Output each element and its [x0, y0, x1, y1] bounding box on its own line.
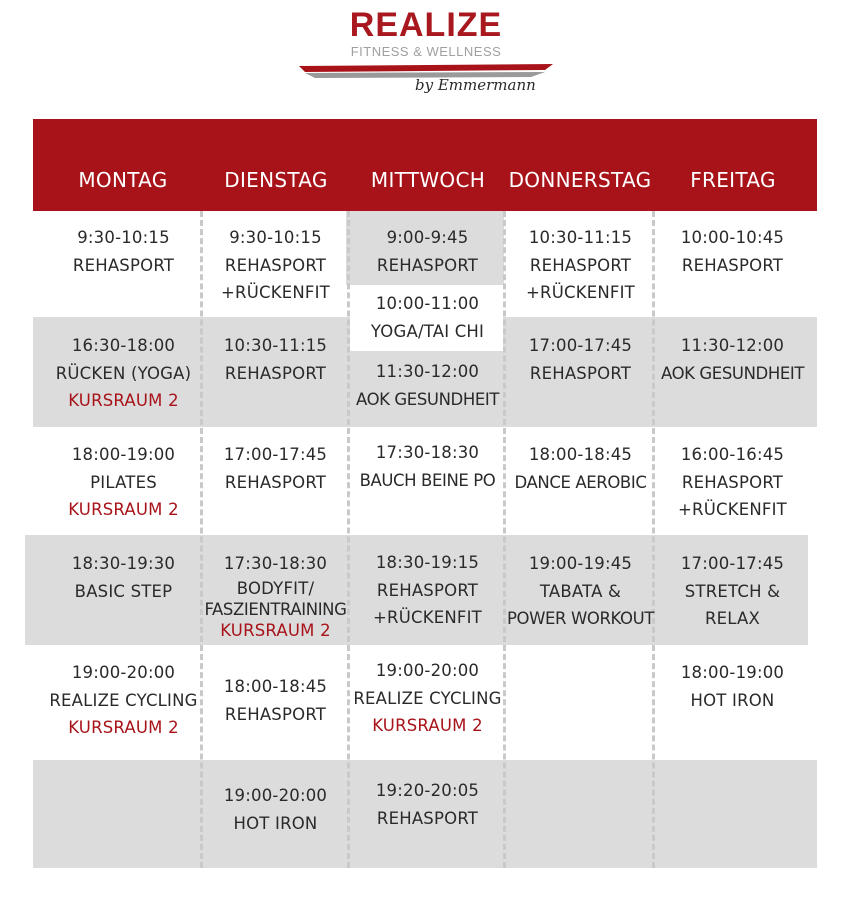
- class-entry: [199, 332, 352, 387]
- class-name: REALIZE CYCLING: [49, 690, 198, 710]
- class-entry: [351, 549, 504, 632]
- class-name: TABATA &: [539, 581, 622, 601]
- class-room: KURSRAUM 2: [68, 391, 179, 410]
- class-name-extra: POWER WORKOUT: [506, 609, 654, 628]
- class-entry: [656, 441, 809, 524]
- class-entry: [351, 358, 504, 413]
- class-name-extra: +RÜCKENFIT: [678, 500, 787, 519]
- day-header-dienstag: DIENSTAG: [224, 168, 328, 192]
- class-name-extra: +RÜCKENFIT: [221, 283, 330, 302]
- column-divider: [347, 211, 350, 868]
- class-time: 19:00-20:00: [71, 663, 176, 682]
- class-entry: [656, 550, 809, 633]
- class-time: 18:30-19:30: [71, 554, 176, 573]
- class-time: 18:00-19:00: [680, 663, 785, 682]
- class-entry: [47, 441, 200, 524]
- class-name: AOK GESUNDHEIT: [660, 363, 805, 383]
- class-name: BAUCH BEINE PO: [359, 470, 496, 490]
- class-name: REHASPORT: [72, 255, 175, 275]
- class-room: KURSRAUM 2: [68, 718, 179, 737]
- class-time: 19:20-20:05: [375, 781, 480, 800]
- day-header-donnerstag: DONNERSTAG: [508, 168, 652, 192]
- class-time: 18:00-18:45: [223, 677, 328, 696]
- class-name: REHASPORT: [224, 255, 327, 275]
- logo-subtitle: FITNESS & WELLNESS: [350, 44, 502, 59]
- class-time: 17:30-18:30: [375, 443, 480, 462]
- class-entry: [504, 332, 657, 387]
- class-name: PILATES: [90, 472, 157, 492]
- class-entry: [504, 550, 657, 633]
- logo-byline: by Emmermann: [415, 76, 536, 94]
- class-time: 17:00-17:45: [680, 554, 785, 573]
- class-name: BODYFIT/: [236, 579, 315, 598]
- column-divider: [200, 211, 203, 868]
- class-name: STRETCH &: [684, 581, 781, 601]
- class-time: 11:30-12:00: [680, 336, 785, 355]
- class-time: 10:00-11:00: [375, 294, 480, 313]
- class-name: REHASPORT: [681, 472, 784, 492]
- class-time: 19:00-20:00: [375, 661, 480, 680]
- logo-title: REALIZE: [349, 6, 503, 44]
- class-name: BASIC STEP: [74, 581, 173, 601]
- class-room: KURSRAUM 2: [68, 500, 179, 519]
- class-entry: [47, 659, 200, 742]
- class-name: REHASPORT: [224, 704, 327, 724]
- class-name: REHASPORT: [224, 363, 327, 383]
- class-time: 16:00-16:45: [680, 445, 785, 464]
- class-time: 9:30-10:15: [229, 228, 322, 247]
- class-time: 11:30-12:00: [375, 362, 480, 381]
- day-header-freitag: FREITAG: [690, 168, 776, 192]
- class-entry: [351, 777, 504, 832]
- day-header-montag: MONTAG: [78, 168, 168, 192]
- class-name: REHASPORT: [376, 580, 479, 600]
- class-entry: [47, 550, 200, 605]
- class-name: REHASPORT: [376, 808, 479, 828]
- class-time: 9:00-9:45: [386, 228, 469, 247]
- class-time: 17:30-18:30: [223, 554, 328, 573]
- class-entry: [199, 782, 352, 837]
- class-time: 17:00-17:45: [223, 445, 328, 464]
- day-header-mittwoch: MITTWOCH: [370, 168, 486, 192]
- header-band: [33, 119, 817, 211]
- class-name: YOGA/TAI CHI: [370, 321, 485, 341]
- class-entry: [47, 224, 200, 279]
- class-room: KURSRAUM 2: [220, 621, 331, 640]
- class-name: AOK GESUNDHEIT: [355, 389, 500, 409]
- class-entry: [656, 224, 809, 279]
- class-name-extra: +RÜCKENFIT: [373, 608, 482, 627]
- class-entry: [504, 441, 657, 496]
- class-time: 18:00-19:00: [71, 445, 176, 464]
- class-name: HOT IRON: [690, 690, 775, 710]
- column-divider: [652, 211, 655, 868]
- class-name-extra: FASZIENTRAINING: [204, 600, 347, 619]
- class-name: REALIZE CYCLING: [353, 688, 502, 708]
- class-name: REHASPORT: [376, 255, 479, 275]
- class-entry: [351, 290, 504, 345]
- class-time: 19:00-20:00: [223, 786, 328, 805]
- class-name: RÜCKEN (YOGA): [55, 363, 192, 383]
- class-name: DANCE AEROBIC: [514, 472, 647, 492]
- class-entry: [351, 657, 504, 740]
- class-name: REHASPORT: [224, 472, 327, 492]
- class-name: REHASPORT: [681, 255, 784, 275]
- class-entry: [504, 224, 657, 307]
- class-time: 18:00-18:45: [528, 445, 633, 464]
- class-entry: [199, 224, 352, 307]
- class-entry: [351, 439, 504, 494]
- class-time: 19:00-19:45: [528, 554, 633, 573]
- class-name: REHASPORT: [529, 363, 632, 383]
- class-room: KURSRAUM 2: [372, 716, 483, 735]
- class-time: 17:00-17:45: [528, 336, 633, 355]
- class-time: 16:30-18:00: [71, 336, 176, 355]
- class-time: 9:30-10:15: [77, 228, 170, 247]
- class-entry: [656, 659, 809, 714]
- class-time: 10:30-11:15: [223, 336, 328, 355]
- class-time: 10:30-11:15: [528, 228, 633, 247]
- class-entry: [199, 550, 352, 642]
- class-name: HOT IRON: [233, 813, 318, 833]
- class-entry: [656, 332, 809, 387]
- class-entry: [351, 224, 504, 279]
- class-entry: [47, 332, 200, 415]
- class-name: REHASPORT: [529, 255, 632, 275]
- class-time: 18:30-19:15: [375, 553, 480, 572]
- logo: [295, 6, 557, 101]
- class-time: 10:00-10:45: [680, 228, 785, 247]
- class-name-extra: +RÜCKENFIT: [526, 283, 635, 302]
- class-entry: [199, 441, 352, 496]
- class-entry: [199, 673, 352, 728]
- class-name-extra: RELAX: [704, 609, 761, 628]
